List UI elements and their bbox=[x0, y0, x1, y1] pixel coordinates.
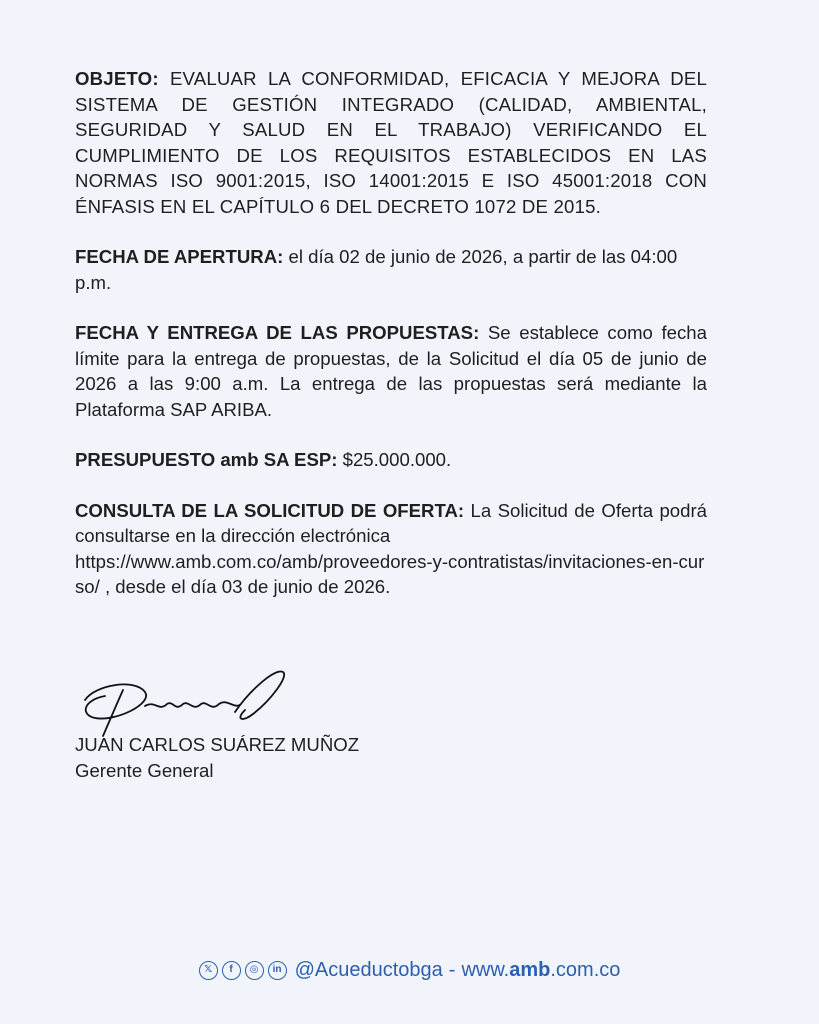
consulta-link-paragraph bbox=[75, 549, 707, 600]
footer bbox=[0, 955, 819, 985]
fecha-apertura-label: FECHA DE APERTURA: bbox=[75, 246, 284, 267]
fecha-apertura-text: el día 02 de junio de 2026, a partir de las 04:00 p.m. bbox=[75, 246, 678, 293]
web-brand: amb bbox=[509, 958, 551, 981]
consulta-url-text: https://www.amb.com.co/amb/proveedores-y-contratistas/invitaciones-en-curso/ , desde el día 03 de junio de 2026. bbox=[75, 550, 705, 597]
linkedin-icon[interactable]: in bbox=[268, 961, 287, 980]
footer-separator: - bbox=[448, 958, 456, 981]
web-prefix: www. bbox=[461, 958, 510, 981]
fecha-entrega-paragraph bbox=[75, 320, 707, 422]
objeto-label: OBJETO: bbox=[75, 68, 159, 89]
x-icon[interactable]: 𝕏 bbox=[199, 961, 218, 980]
consulta-text: La Solicitud de Oferta podrá consultarse en la dirección electrónica bbox=[75, 499, 708, 546]
social-icons bbox=[199, 961, 287, 980]
objeto-text: EVALUAR LA CONFORMIDAD, EFICACIA Y MEJORA DEL SISTEMA DE GESTIÓN INTEGRADO (CALIDAD, AMBIENTAL, SEGURIDAD Y SALUD EN EL TRABAJO) VERIFICANDO EL CUMPLIMIENTO DE LOS REQUISITOS ESTABLECIDOS EN LAS NORMAS ISO 9001:2015, ISO 14001:2015 E ISO 45001:2018 CON ÉNFASIS EN EL CAPÍTULO 6 DEL DECRETO 1072 DE 2015. bbox=[75, 68, 707, 217]
fecha-entrega-text: Se establece como fecha límite para la entrega de propuestas, de la Solicitud el día 05 de junio de 2026 a las 9:00 a.m. La entrega de las propuestas será mediante la Plataforma SAP ARIBA. bbox=[75, 322, 707, 420]
presupuesto-text: $25.000.000. bbox=[337, 449, 452, 470]
fecha-apertura-paragraph bbox=[75, 244, 707, 295]
signature-block bbox=[75, 660, 475, 790]
presupuesto-paragraph bbox=[75, 447, 707, 473]
document-body bbox=[75, 66, 707, 625]
signer-name: JUAN CARLOS SUÁREZ MUÑOZ bbox=[75, 734, 360, 755]
consulta-label: CONSULTA DE LA SOLICITUD DE OFERTA: bbox=[75, 499, 465, 521]
signer-role: Gerente General bbox=[75, 760, 214, 781]
facebook-icon[interactable]: f bbox=[222, 961, 241, 980]
presupuesto-label: PRESUPUESTO amb SA ESP: bbox=[75, 449, 338, 470]
consulta-paragraph bbox=[75, 498, 707, 549]
handwritten-signature bbox=[75, 660, 295, 740]
website-link[interactable] bbox=[461, 959, 620, 982]
instagram-icon[interactable]: ◎ bbox=[245, 961, 264, 980]
objeto-paragraph bbox=[75, 66, 707, 219]
web-suffix: .com.co bbox=[550, 958, 621, 981]
social-handle[interactable]: @Acueductobga bbox=[294, 958, 443, 981]
fecha-entrega-label: FECHA Y ENTREGA DE LAS PROPUESTAS: bbox=[75, 322, 480, 343]
